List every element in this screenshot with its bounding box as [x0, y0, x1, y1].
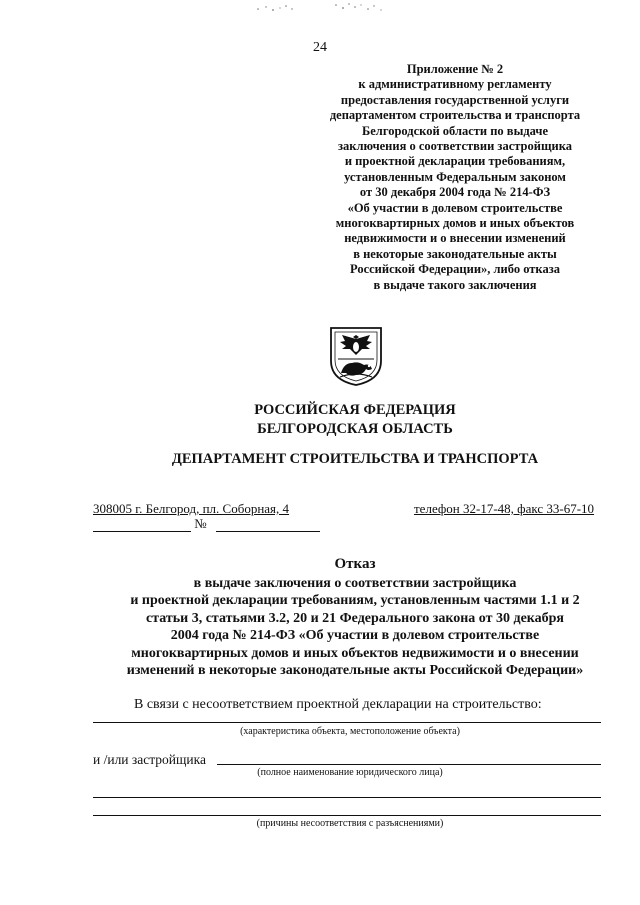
appendix-line: от 30 декабря 2004 года № 214-ФЗ: [359, 185, 551, 200]
registration-number-line: [93, 516, 320, 532]
title-line: и проектной декларации требованиям, установленным частями 1.1 и 2: [130, 593, 580, 608]
title-line: 2004 года № 214-ФЗ «Об участии в долевом строительстве: [170, 628, 540, 643]
title-line: изменений в некоторые законодательные акты Российской Федерации»: [126, 663, 584, 678]
coat-of-arms-icon: [328, 325, 384, 387]
appendix-line: в некоторые законодательные акты: [353, 246, 557, 261]
title-line: многоквартирных домов и иных объектов недвижимости и о внесении: [131, 645, 579, 661]
header-region: БЕЛГОРОДСКАЯ ОБЛАСТЬ: [257, 421, 453, 437]
address-text: 308005 г. Белгород, пл. Соборная, 4: [93, 501, 290, 516]
developer-fill-line: [217, 764, 601, 765]
caption-object: (характеристика объекта, местоположение объекта): [240, 726, 460, 737]
appendix-line: и проектной декларации требованиям,: [344, 154, 566, 169]
caption-reasons: (причины несоответствия с разъяснениями): [256, 818, 444, 829]
reason-fill-line-1: [93, 797, 601, 798]
page-number: 24: [313, 40, 327, 55]
title-line: в выдаче заключения о соответствии застройщика: [193, 575, 517, 591]
appendix-line: недвижимости и о внесении изменений: [344, 231, 566, 246]
appendix-line: департаментом строительства и транспорта: [329, 108, 581, 123]
appendix-line: Российской Федерации», либо отказа: [350, 262, 560, 277]
appendix-line: предоставления государственной услуги: [340, 92, 570, 107]
appendix-line: в выдаче такого заключения: [373, 277, 537, 292]
refusal-title: [80, 556, 630, 680]
appendix-line: многоквартирных домов и иных объектов: [335, 216, 575, 231]
reason-fill-line-2: [93, 815, 601, 816]
appendix-block: [300, 62, 610, 293]
appendix-line: Приложение № 2: [406, 62, 504, 76]
appendix-line: установленным Федеральным законом: [344, 169, 566, 184]
title-line: Отказ: [334, 556, 376, 572]
appendix-line: «Об участии в долевом строительстве: [347, 200, 563, 215]
developer-label: и /или застройщика: [93, 752, 206, 767]
header-country: РОССИЙСКАЯ ФЕДЕРАЦИЯ: [254, 402, 456, 418]
date-blank: [93, 517, 191, 532]
intro-text: В связи с несоответствием проектной декларации на строительство:: [134, 697, 542, 712]
caption-developer: (полное наименование юридического лица): [257, 767, 443, 778]
appendix-line: Белгородской области по выдаче: [362, 123, 548, 138]
appendix-line: заключения о соответствии застройщика: [338, 139, 572, 154]
title-line: статьи 3, статьями 3.2, 20 и 21 Федерального закона от 30 декабря: [145, 610, 565, 626]
scan-noise: [240, 0, 400, 18]
object-fill-line: [93, 722, 601, 723]
phone-fax-text: телефон 32-17-48, факс 33-67-10: [414, 501, 595, 516]
appendix-line: к административному регламенту: [358, 77, 552, 92]
header-department: ДЕПАРТАМЕНТ СТРОИТЕЛЬСТВА И ТРАНСПОРТА: [171, 451, 539, 467]
number-sign: №: [194, 516, 207, 531]
number-blank: [216, 517, 320, 532]
